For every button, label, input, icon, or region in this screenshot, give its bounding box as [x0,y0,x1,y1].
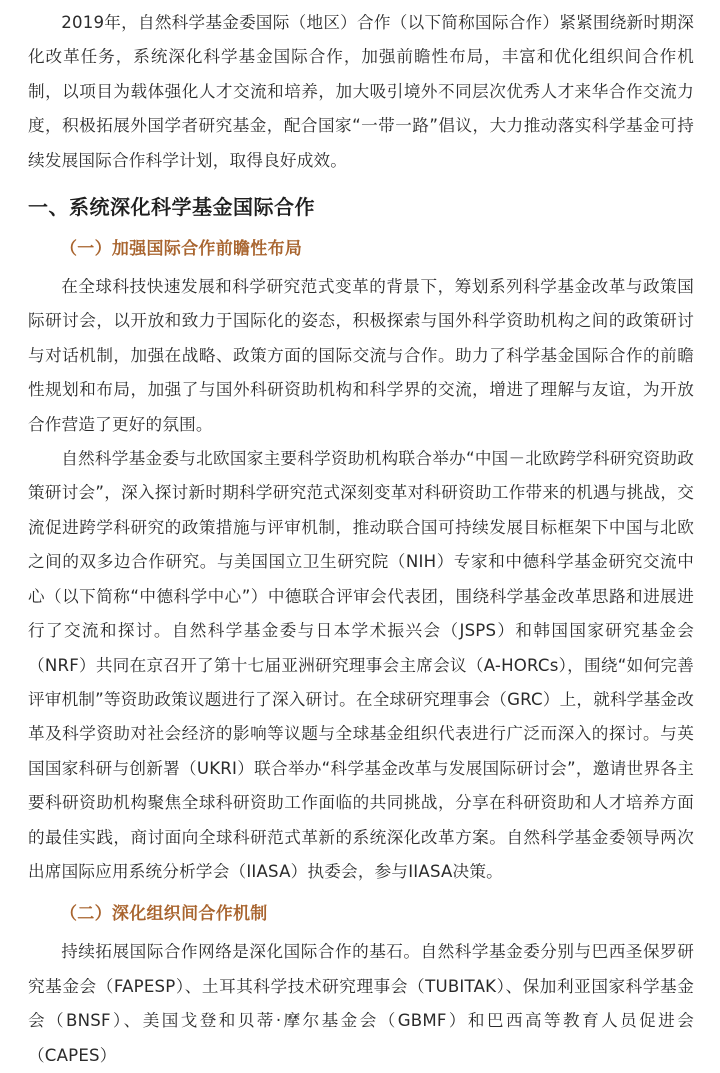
subsection-1-paragraph-2: 自然科学基金委与北欧国家主要科学资助机构联合举办“中国－北欧跨学科研究资助政策研讨会”，深入探讨新时期科学研究范式深刻变革对科研资助工作带来的机遇与挑战，交流促进跨学科研究的政策措施与评审机制，推动联合国可持续发展目标框架下中国与北欧之间的双多边合作研究。与美国国立卫生研究院（NIH）专家和中德科学基金研究交流中心（以下简称“中德科学中心”）中德联合评审会代表团，围绕科学基金改革思路和进展进行了交流和探讨。自然科学基金委与日本学术振兴会（JSPS）和韩国国家研究基金会（NRF）共同在京召开了第十七届亚洲研究理事会主席会议（A-HORCs），围绕“如何完善评审机制”等资助政策议题进行了深入研讨。在全球研究理事会（GRC）上，就科学基金改革及科学资助对社会经济的影响等议题与全球基金组织代表进行广泛而深入的探讨。与英国国家科研与创新署（UKRI）联合举办“科学基金改革与发展国际研讨会”，邀请世界各主要科研资助机构聚焦全球科研资助工作面临的共同挑战，分享在科研资助和人才培养方面的最佳实践，商讨面向全球科研范式革新的系统深化改革方案。自然科学基金委领导两次出席国际应用系统分析学会（IIASA）执委会，参与IIASA决策。 [28,449,694,881]
intro-paragraph: 2019年，自然科学基金委国际（地区）合作（以下简称国际合作）紧紧围绕新时期深化改革任务，系统深化科学基金国际合作，加强前瞻性布局，丰富和优化组织间合作机制，以项目为载体强化人才交流和培养，加大吸引境外不同层次优秀人才来华合作交流力度，积极拓展外国学者研究基金，配合国家“一带一路”倡议，大力推动落实科学基金可持续发展国际合作科学计划，取得良好成效。 [28,13,694,170]
subsection-1-paragraph-1: 在全球科技快速发展和科学研究范式变革的背景下，筹划系列科学基金改革与政策国际研讨会，以开放和致力于国际化的姿态，积极探索与国外科学资助机构之间的政策研讨与对话机制，加强在战略、政策方面的国际交流与合作。助力了科学基金国际合作的前瞻性规划和布局，加强了与国外科研资助机构和科学界的交流，增进了理解与友谊，为开放合作营造了更好的氛围。 [28,277,694,434]
subsection-heading-1: （一）加强国际合作前瞻性布局 [60,239,303,260]
subsection-heading-2: （二）深化组织间合作机制 [60,904,268,925]
section-heading: 一、系统深化科学基金国际合作 [28,195,315,220]
subsection-2-paragraph-1: 持续拓展国际合作网络是深化国际合作的基石。自然科学基金委分别与巴西圣保罗研究基金会（FAPESP）、土耳其科学技术研究理事会（TUBITAK）、保加利亚国家科学基金会（BNSF）、美国戈登和贝蒂·摩尔基金会（GBMF）和巴西高等教育人员促进会（CAPES） [28,942,694,1065]
